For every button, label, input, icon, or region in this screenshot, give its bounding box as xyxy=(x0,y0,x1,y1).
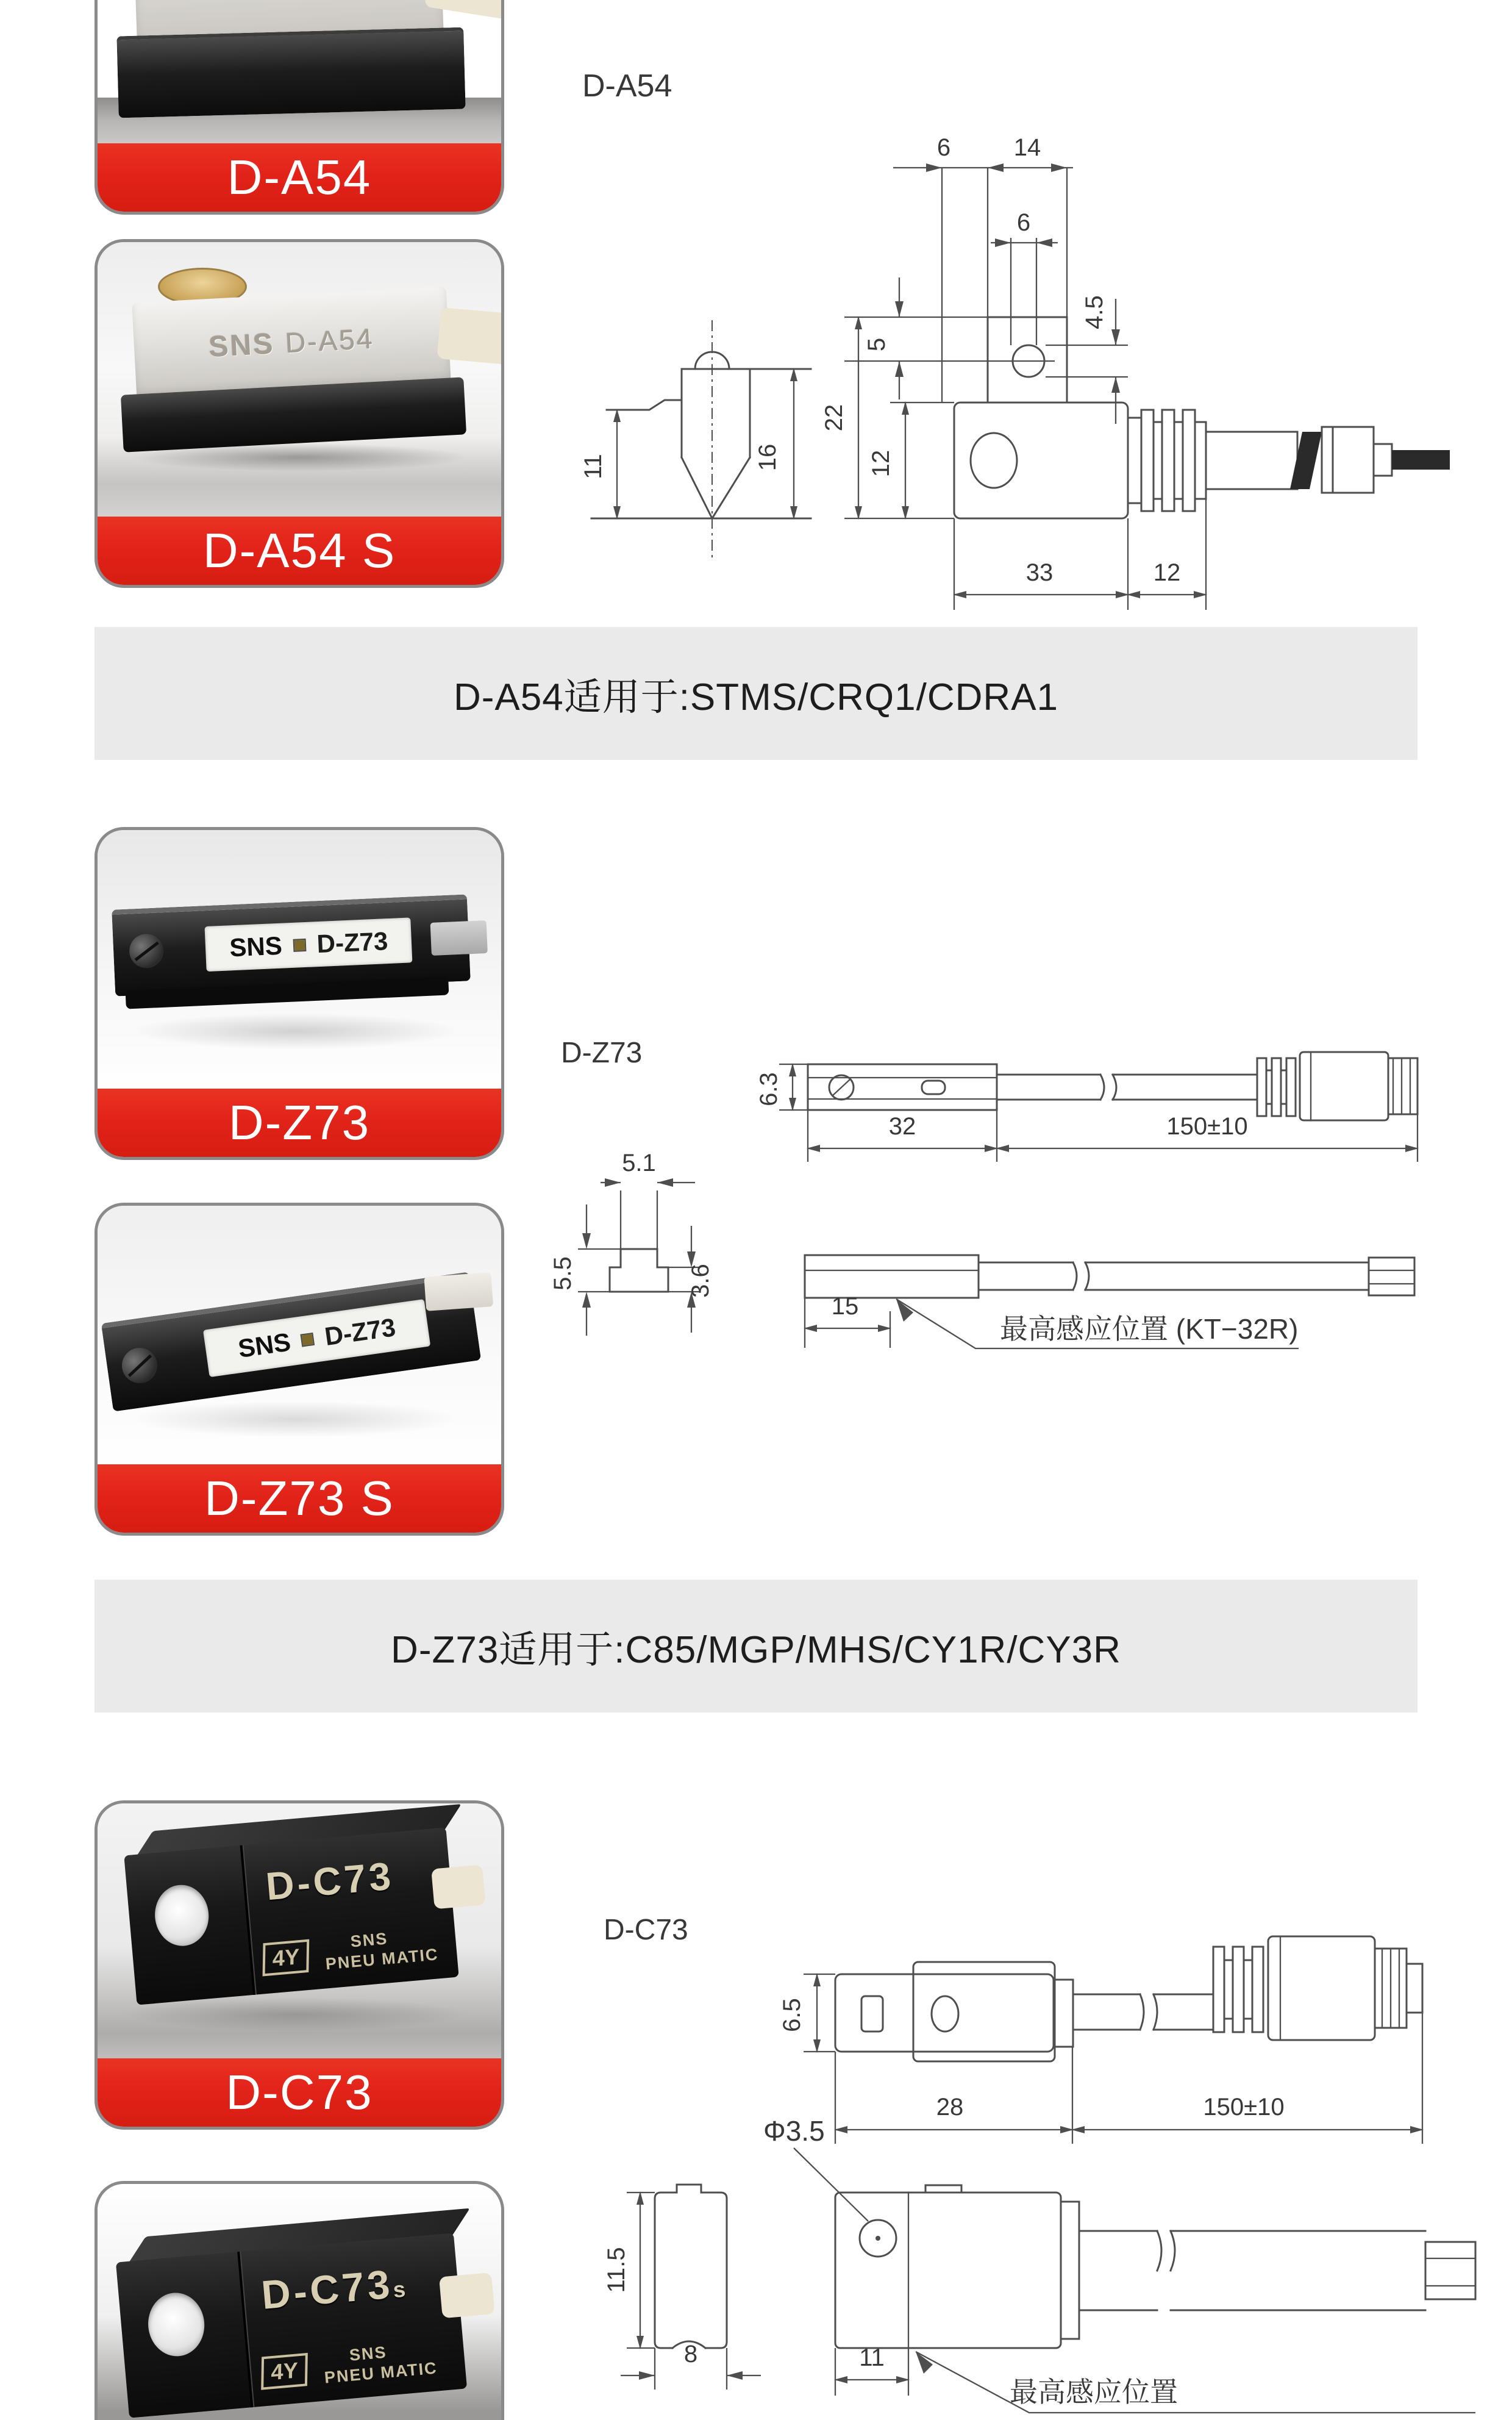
sensor-body-black xyxy=(101,1272,481,1411)
sensor-front-face xyxy=(124,1827,458,2005)
sensor-face-divider xyxy=(240,1845,255,1995)
dim-label: 11.5 xyxy=(603,2247,630,2293)
product-label-band xyxy=(98,2058,501,2127)
product-label-band xyxy=(98,1089,501,1157)
drawing-title: D-C73 xyxy=(604,1914,688,1946)
sensor-model-text: D-Z73 xyxy=(323,1312,398,1351)
sensor-shadow xyxy=(130,443,469,471)
product-photo-d-z73 xyxy=(98,830,501,1095)
dim-label: 28 xyxy=(936,2094,964,2121)
sensor-block-group xyxy=(124,1827,458,2005)
sensor-screw xyxy=(120,1345,160,1386)
sensor-brand-lines: SNS PNEU MATIC xyxy=(323,2343,438,2387)
sensor-brand-text: SNS xyxy=(229,931,284,962)
drawing-d-z73 xyxy=(549,1006,1512,1384)
dim-label: 3.6 xyxy=(687,1264,714,1298)
sensor-model-text: D-A54 xyxy=(284,322,375,359)
banner-text: D-Z73适用于:C85/MGP/MHS/CY1R/CY3R xyxy=(391,1628,1121,1671)
sensor-base-black xyxy=(116,27,466,118)
product-label: D-C73 xyxy=(226,2065,373,2119)
product-label-band xyxy=(98,517,501,585)
sensor-brand-row xyxy=(260,2338,438,2393)
banner-text: D-A54适用于:STMS/CRQ1/CDRA1 xyxy=(453,676,1059,718)
label-led-square xyxy=(294,940,305,951)
sensor-cable xyxy=(431,1864,485,1909)
dim-label: 8 xyxy=(683,2341,698,2368)
drawing-d-c73-bottom xyxy=(603,2115,1512,2420)
dim-label: 14 xyxy=(1013,134,1041,161)
dim-label: 33 xyxy=(1025,559,1054,586)
product-label: D-A54 xyxy=(227,150,372,204)
dim-label: 32 xyxy=(888,1113,916,1140)
product-card-d-z73s xyxy=(94,1203,504,1536)
sensor-brand-text: SNS xyxy=(208,327,276,363)
drawing-note: 最高感应位置 (KT−32R) xyxy=(1000,1313,1299,1345)
product-photo-d-a54s xyxy=(98,242,501,523)
sensor-badge: 4Y xyxy=(262,1939,309,1976)
dim-label: 5 xyxy=(863,337,890,352)
dim-label: 5.5 xyxy=(549,1256,576,1291)
sensor-cable xyxy=(430,920,488,956)
product-label-band xyxy=(98,1464,501,1533)
compatibility-banner-d-a54 xyxy=(94,627,1417,760)
sensor-badge: 4Y xyxy=(261,2352,308,2390)
label-led-square xyxy=(302,1334,313,1345)
sensor-block-group xyxy=(116,2233,467,2418)
product-label: D-Z73 S xyxy=(204,1471,394,1525)
product-card-d-c73s xyxy=(94,2181,504,2420)
sensor-brand-text: SNS xyxy=(236,1327,293,1363)
dim-label: 6 xyxy=(1016,209,1031,236)
sensor-front-face xyxy=(116,2233,467,2418)
sensor-brand-lines: SNS PNEU MATIC xyxy=(324,1929,440,1973)
dim-label: 12 xyxy=(1153,559,1181,586)
dim-label: 6 xyxy=(936,134,951,161)
sensor-reflection xyxy=(130,1401,461,1437)
sensor-face-divider xyxy=(237,2252,253,2407)
product-label-band xyxy=(98,143,501,212)
sensor-reflection xyxy=(130,1013,461,1050)
sensor-mount-hole xyxy=(152,1883,211,1948)
product-photo-d-a54 xyxy=(98,0,501,149)
product-card-d-a54 xyxy=(94,0,504,215)
dim-label: 16 xyxy=(754,443,781,471)
dim-label: 150±10 xyxy=(1203,2094,1285,2121)
sensor-model-text: D-C73s xyxy=(259,2261,410,2318)
product-card-d-c73 xyxy=(94,1800,504,2130)
dim-label: 4.5 xyxy=(1081,295,1108,329)
sensor-mount-hole xyxy=(146,2291,207,2359)
sensor-model-text: D-Z73 xyxy=(316,926,389,959)
dim-label: 11 xyxy=(859,2344,885,2371)
sensor-screw xyxy=(129,933,165,968)
dim-label: 6.3 xyxy=(755,1072,782,1106)
sensor-connector xyxy=(437,307,501,365)
dim-label: 15 xyxy=(831,1293,859,1320)
dim-label: 11 xyxy=(580,454,607,479)
dim-label: 22 xyxy=(821,404,847,432)
sensor-cable-white xyxy=(424,1272,494,1311)
dim-label: 5.1 xyxy=(622,1150,656,1176)
product-label: D-A54 S xyxy=(202,523,396,578)
sensor-brand-row xyxy=(261,1925,440,1980)
product-card-d-a54s xyxy=(94,239,504,588)
sensor-model-suffix: s xyxy=(391,2276,410,2303)
drawing-title: D-A54 xyxy=(582,68,672,104)
product-photo-d-c73 xyxy=(98,1803,501,2064)
product-photo-d-c73s xyxy=(98,2184,501,2420)
drawing-title: D-Z73 xyxy=(561,1037,643,1069)
dim-label: 150±10 xyxy=(1166,1113,1248,1140)
product-label: D-Z73 xyxy=(228,1095,371,1150)
sensor-cable xyxy=(439,2272,495,2318)
sensor-model-text: D-C73 xyxy=(264,1853,396,1909)
compatibility-banner-d-z73 xyxy=(94,1580,1417,1713)
sensor-label-plate xyxy=(205,917,413,972)
drawing-d-a54 xyxy=(549,37,1512,622)
dim-label: 6.5 xyxy=(779,1998,805,2032)
dim-label: Φ3.5 xyxy=(763,2115,825,2147)
sensor-label-plate xyxy=(204,1299,431,1377)
dim-label: 12 xyxy=(868,449,894,478)
product-photo-d-z73s xyxy=(98,1206,501,1470)
drawing-note: 最高感应位置 xyxy=(1010,2376,1178,2408)
product-card-d-z73 xyxy=(94,827,504,1160)
sensor-shadow xyxy=(122,1997,469,2032)
